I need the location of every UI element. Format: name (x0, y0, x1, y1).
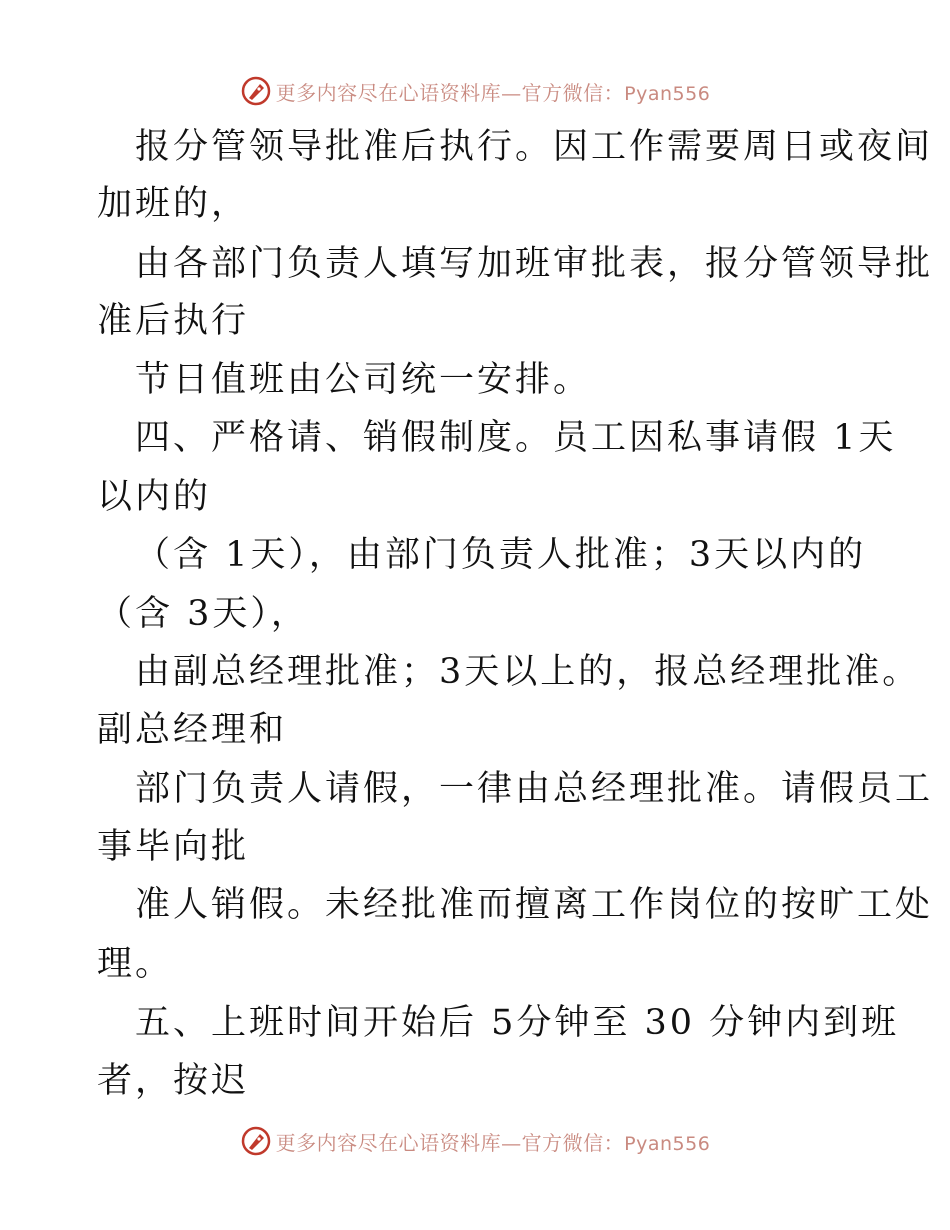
text-line: （含 1天），由部门负责人批准；3天以内的 (135, 535, 867, 575)
pen-nib-icon (240, 75, 272, 107)
text-line: 者，按迟 (97, 1061, 250, 1101)
text-line: （含 3天）， (97, 594, 309, 634)
text-line: 四、严格请、销假制度。员工因私事请假 1天 (135, 418, 897, 458)
text-line: 加班的， (97, 184, 250, 224)
text-line: 由副总经理批准；3天以上的，报总经理批准。 (135, 652, 921, 692)
watermark-wechat-id: Pyan556 (624, 82, 711, 105)
pen-nib-icon (240, 1125, 272, 1157)
text-line: 报分管领导批准后执行。因工作需要周日或夜间 (135, 127, 934, 167)
text-line: 以内的 (97, 477, 212, 517)
text-line: 部门负责人请假，一律由总经理批准。请假员工 (135, 769, 934, 809)
header-watermark (0, 71, 950, 111)
text-line: 节日值班由公司统一安排。 (135, 360, 592, 400)
text-line: 副总经理和 (97, 710, 288, 750)
text-line: 准人销假。未经批准而擅离工作岗位的按旷工处 (135, 885, 934, 925)
watermark-text: 更多内容尽在心语资料库—官方微信：Pyan556 (275, 1130, 711, 1155)
text-line: 理。 (97, 944, 174, 984)
watermark-text: 更多内容尽在心语资料库—官方微信：Pyan556 (275, 80, 711, 105)
text-line: 由各部门负责人填写加班审批表，报分管领导批 (135, 244, 934, 284)
watermark-wechat-id: Pyan556 (624, 1132, 711, 1155)
footer-watermark (0, 1121, 950, 1161)
text-line: 事毕向批 (97, 827, 250, 867)
text-line: 五、上班时间开始后 5分钟至 30 分钟内到班 (135, 1003, 900, 1043)
text-line: 准后执行 (97, 301, 250, 341)
